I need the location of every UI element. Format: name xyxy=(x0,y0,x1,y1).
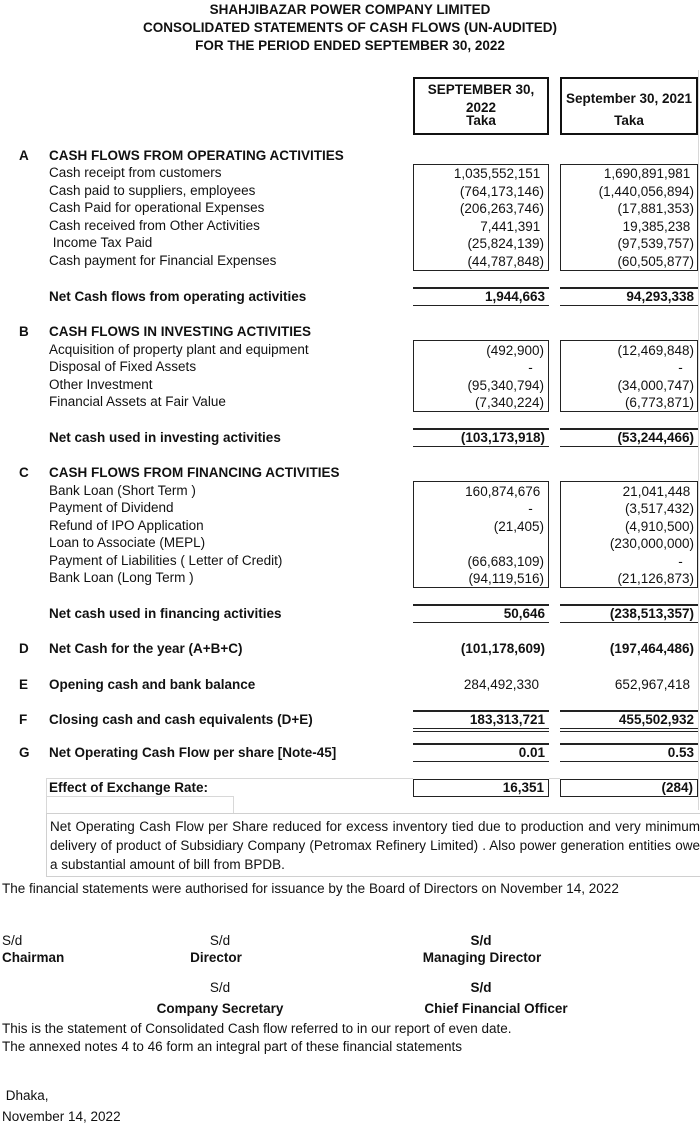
company-name: SHAHJIBAZAR POWER COMPANY LIMITED xyxy=(209,2,491,17)
section-c-title: CASH FLOWS FROM FINANCING ACTIVITIES xyxy=(49,465,340,480)
section-b-total-label: Net cash used in investing activities xyxy=(49,430,281,445)
value-2021: 21,041,448 xyxy=(622,484,694,499)
section-c-total-2022: 50,646 xyxy=(413,604,549,623)
section-b-total-2021: (53,244,466) xyxy=(560,428,698,447)
summary-g-letter: G xyxy=(19,745,30,760)
row-label: Acquisition of property plant and equipment xyxy=(49,342,309,357)
value-2022: (206,263,746) xyxy=(459,201,544,216)
footer-line-1: This is the statement of Consolidated Cash flow referred to in our report of even date. xyxy=(2,1021,512,1036)
exchange-2022: 16,351 xyxy=(413,779,549,797)
value-2021: - xyxy=(678,554,694,569)
summary-f-2022: 183,313,721 xyxy=(413,710,549,732)
value-2021: - xyxy=(678,360,694,375)
summary-d-letter: D xyxy=(19,641,29,656)
summary-e-label: Opening cash and bank balance xyxy=(49,677,256,692)
value-2022: (94,119,516) xyxy=(468,571,544,586)
exchange-2021: (284) xyxy=(560,779,698,797)
director-title: Director xyxy=(190,950,242,965)
value-2021: 19,385,238 xyxy=(622,219,694,234)
value-2022: 1,035,552,151 xyxy=(453,166,544,181)
exchange-row-top-rule xyxy=(46,778,413,779)
exchange-row-mid-rule xyxy=(46,796,234,797)
chairman-sd: S/d xyxy=(2,933,23,948)
row-label: Disposal of Fixed Assets xyxy=(49,359,197,374)
period-title: FOR THE PERIOD ENDED SEPTEMBER 30, 2022 xyxy=(195,38,505,53)
column-header-2022-line1: SEPTEMBER 30, xyxy=(427,82,535,97)
section-a-total-2021: 94,293,338 xyxy=(560,287,698,306)
exchange-row-gap-rule xyxy=(549,778,560,779)
director-sd: S/d xyxy=(209,933,231,948)
row-label: Payment of Liabilities ( Letter of Credit) xyxy=(49,553,283,568)
section-a-total-label: Net Cash flows from operating activities xyxy=(49,289,307,304)
value-2021: (4,910,500) xyxy=(624,519,694,534)
summary-f-letter: F xyxy=(19,712,28,727)
value-2021: (12,469,848) xyxy=(617,343,694,358)
row-label: Cash paid to suppliers, employees xyxy=(49,183,256,198)
cfo-title: Chief Financial Officer xyxy=(424,1001,568,1016)
row-label: Payment of Dividend xyxy=(49,500,174,515)
summary-d-label: Net Cash for the year (A+B+C) xyxy=(49,641,243,656)
row-label: Cash receipt from customers xyxy=(49,165,222,180)
column-header-2021-line1: September 30, 2021 xyxy=(565,91,693,106)
value-2022: - xyxy=(528,360,544,375)
summary-f-label: Closing cash and cash equivalents (D+E) xyxy=(49,712,313,727)
row-label: Cash Paid for operational Expenses xyxy=(49,200,265,215)
company-secretary-sd: S/d xyxy=(209,980,231,995)
value-2021: (17,881,353) xyxy=(617,201,694,216)
value-2022: (7,340,224) xyxy=(474,395,544,410)
value-2022: 160,874,676 xyxy=(465,484,544,499)
chairman-title: Chairman xyxy=(2,950,65,965)
page-edge-line xyxy=(698,70,699,810)
cfo-sd: S/d xyxy=(470,980,492,995)
value-2022: (21,405) xyxy=(493,519,544,534)
managing-director-sd: S/d xyxy=(470,933,492,948)
footer-line-2: The annexed notes 4 to 46 form an integral part of these financial statements xyxy=(2,1039,463,1054)
summary-e-letter: E xyxy=(19,677,29,692)
value-2021: 1,690,891,981 xyxy=(603,166,694,181)
statement-title: CONSOLIDATED STATEMENTS OF CASH FLOWS (UN-AUDITED) xyxy=(143,20,557,35)
exchange-label: Effect of Exchange Rate: xyxy=(49,780,209,795)
row-label: Cash payment for Financial Expenses xyxy=(49,253,277,268)
section-c-letter: C xyxy=(19,465,29,480)
value-2022: (95,340,794) xyxy=(467,378,544,393)
value-2021: (1,440,056,894) xyxy=(598,184,694,199)
section-b-title: CASH FLOWS IN INVESTING ACTIVITIES xyxy=(49,324,312,339)
value-2022: (44,787,848) xyxy=(467,254,544,269)
section-c-total-2021: (238,513,357) xyxy=(560,604,698,623)
section-b-total-2022: (103,173,918) xyxy=(413,428,549,447)
value-2021: (230,000,000) xyxy=(609,536,694,551)
summary-e-2021: 652,967,418 xyxy=(614,677,690,692)
section-a-total-2022: 1,944,663 xyxy=(413,287,549,306)
value-2022: (25,824,139) xyxy=(467,236,544,251)
exchange-row-side-rule xyxy=(233,796,234,813)
value-2021: (97,539,757) xyxy=(617,236,694,251)
summary-f-2021: 455,502,932 xyxy=(560,710,698,732)
column-header-2021-unit: Taka xyxy=(614,113,644,128)
authorisation-text: The financial statements were authorised for issuance by the Board of Directors on November 14, 2022 xyxy=(2,881,619,896)
row-label: Bank Loan (Long Term ) xyxy=(49,570,194,585)
row-label: Refund of IPO Application xyxy=(49,518,204,533)
value-2021: (34,000,747) xyxy=(617,378,694,393)
summary-g-label: Net Operating Cash Flow per share [Note-45] xyxy=(49,745,337,760)
value-2022: (66,683,109) xyxy=(467,554,544,569)
summary-g-2022: 0.01 xyxy=(413,743,549,762)
value-2021: (6,773,871) xyxy=(624,395,694,410)
row-label: Income Tax Paid xyxy=(49,235,153,250)
summary-d-2022: (101,178,609) xyxy=(460,641,545,656)
footer-date: November 14, 2022 xyxy=(2,1109,121,1124)
value-2022: (764,173,146) xyxy=(459,184,544,199)
value-2022: (492,900) xyxy=(486,343,544,358)
column-header-2022 xyxy=(413,77,549,135)
managing-director-title: Managing Director xyxy=(422,950,542,965)
row-label: Loan to Associate (MEPL) xyxy=(49,535,206,550)
section-c-total-label: Net cash used in financing activities xyxy=(49,606,282,621)
footer-place: Dhaka, xyxy=(2,1088,49,1103)
summary-e-2022: 284,492,330 xyxy=(463,677,539,692)
note-box: Net Operating Cash Flow per Share reduced for excess inventory tied due to production and very minimum delivery of product of Subsidiary Company (Petromax Refinery Limited) . Also power generation entities owe a substantial amount of bill from BPDB. xyxy=(46,813,700,877)
column-header-2022-line2: 2022 xyxy=(465,100,497,115)
value-2021: (60,505,877) xyxy=(617,254,694,269)
row-label: Bank Loan (Short Term ) xyxy=(49,483,196,498)
value-2021: (3,517,432) xyxy=(624,501,694,516)
company-secretary-title: Company Secretary xyxy=(156,1001,284,1016)
column-header-2021 xyxy=(560,77,698,135)
section-a-letter: A xyxy=(19,148,29,163)
summary-g-2021: 0.53 xyxy=(560,743,698,762)
summary-d-2021: (197,464,486) xyxy=(609,641,694,656)
row-label: Financial Assets at Fair Value xyxy=(49,394,226,409)
value-2022: 7,441,391 xyxy=(480,219,544,234)
section-a-title: CASH FLOWS FROM OPERATING ACTIVITIES xyxy=(49,148,344,163)
value-2022: - xyxy=(528,501,544,516)
section-b-letter: B xyxy=(19,324,29,339)
value-2021: (21,126,873) xyxy=(617,571,694,586)
row-label: Cash received from Other Activities xyxy=(49,218,260,233)
column-header-2022-unit: Taka xyxy=(466,113,496,128)
row-label: Other Investment xyxy=(49,377,153,392)
